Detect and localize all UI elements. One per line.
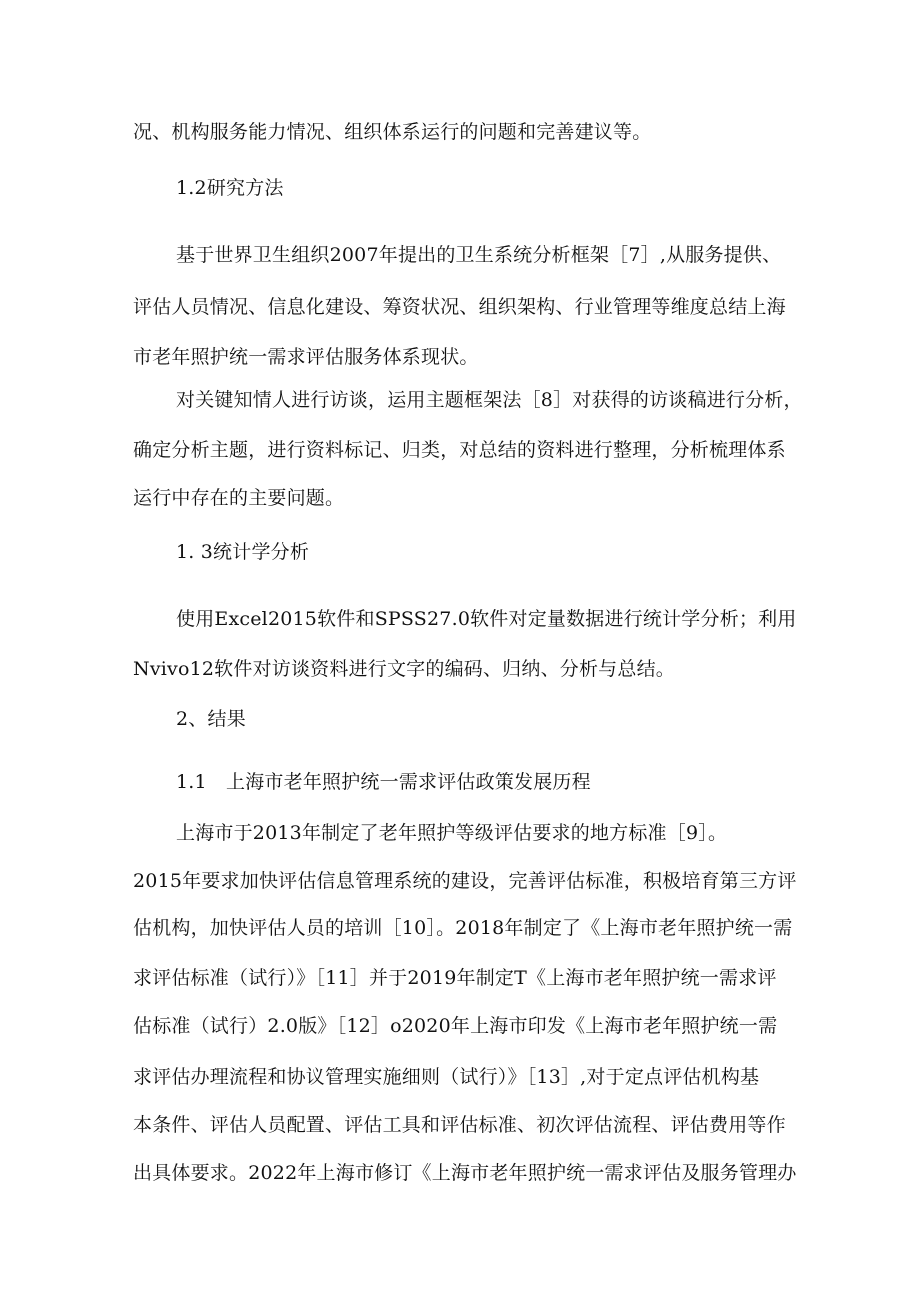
text-line: 估机构，加快评估人员的培训［10］。2018年制定了《上海市老年照护统一需 xyxy=(133,917,793,939)
text-line: 使用Excel2015软件和SPSS27.0软件对定量数据进行统计学分析；利用 xyxy=(176,608,797,630)
text-line: 运行中存在的主要问题。 xyxy=(133,487,345,509)
text-line: 求评估标准（试行）》［11］并于2019年制定T《上海市老年照护统一需求评 xyxy=(133,967,777,989)
text-line: 出具体要求。2022年上海市修订《上海市老年照护统一需求评估及服务管理办 xyxy=(133,1162,797,1184)
section-heading-2: 2、结果 xyxy=(176,708,246,730)
section-heading-1-1: 1.1 上海市老年照护统一需求评估政策发展历程 xyxy=(176,771,591,793)
text-line: 对关键知情人进行访谈，运用主题框架法［8］对获得的访谈稿进行分析， xyxy=(176,389,803,411)
text-line: 况、机构服务能力情况、组织体系运行的问题和完善建议等。 xyxy=(133,121,652,143)
text-line: 基于世界卫生组织2007年提出的卫生系统分析框架［7］,从服务提供、 xyxy=(176,244,782,266)
section-heading-1-3: 1. 3统计学分析 xyxy=(176,541,310,563)
text-line: 本条件、评估人员配置、评估工具和评估标准、初次评估流程、评估费用等作 xyxy=(133,1114,786,1136)
text-line: 2015年要求加快评估信息管理系统的建设，完善评估标准，积极培育第三方评 xyxy=(133,870,797,892)
text-line: 上海市于2013年制定了老年照护等级评估要求的地方标准［9］。 xyxy=(176,822,728,844)
text-line: 确定分析主题，进行资料标记、归类，对总结的资料进行整理，分析梳理体系 xyxy=(133,439,786,461)
section-heading-1-2: 1.2研究方法 xyxy=(176,177,284,199)
text-line: 评估人员情况、信息化建设、筹资状况、组织架构、行业管理等维度总结上海 xyxy=(133,296,786,318)
text-line: 市老年照护统一需求评估服务体系现状。 xyxy=(133,346,479,368)
text-line: 求评估办理流程和协议管理实施细则（试行）》［13］,对于定点评估机构基 xyxy=(133,1066,760,1088)
text-line: Nvivo12软件对访谈资料进行文字的编码、归纳、分析与总结。 xyxy=(133,658,675,680)
text-line: 估标准（试行）2.0版》［12］o2020年上海市印发《上海市老年照护统一需 xyxy=(133,1015,778,1037)
